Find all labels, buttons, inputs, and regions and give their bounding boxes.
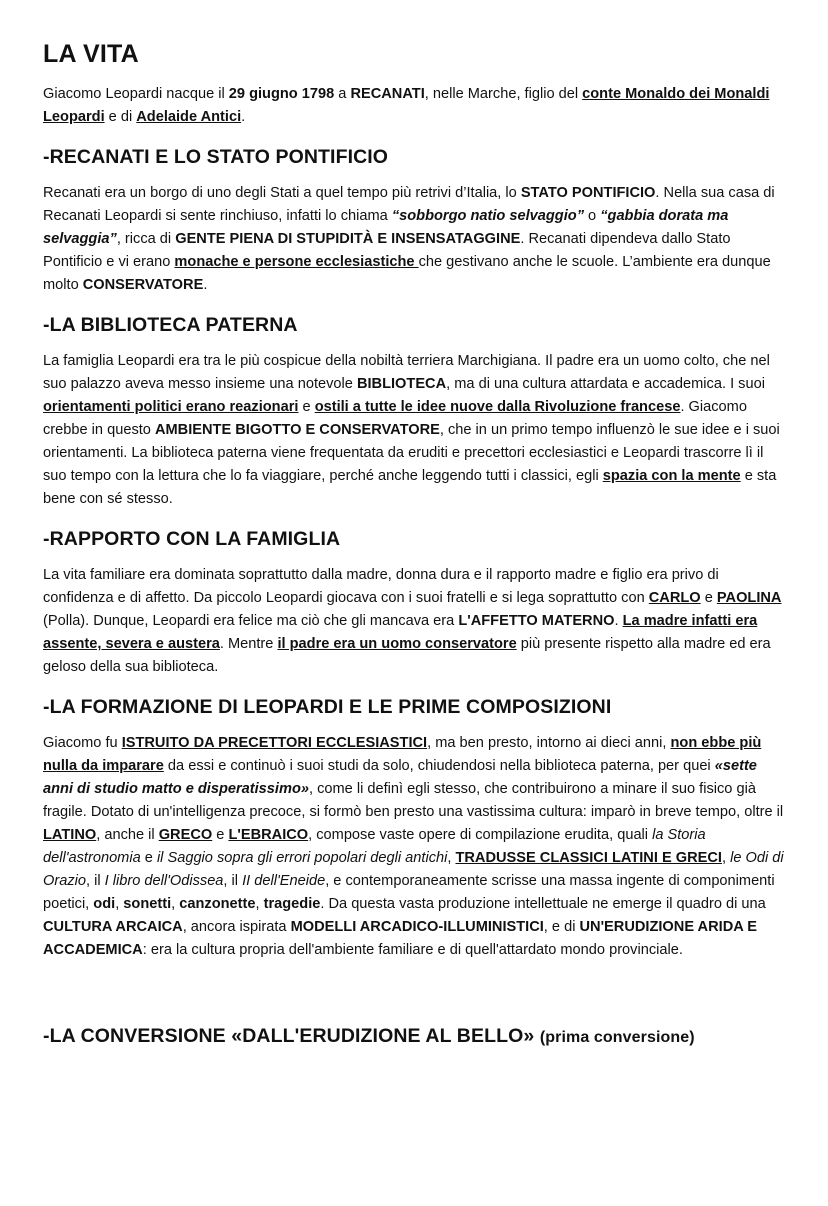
text: . Da questa vasta produzione intellettuale ne emerge il quadro di una xyxy=(320,896,766,912)
text: , xyxy=(115,896,124,912)
text: , che in un primo tempo influenzò le sue idee e i suoi orientamenti. La biblioteca paterna viene frequentata da eruditi e precettori ecclesiastici e Leopardi trascorre lì il suo tempo con la lettura che lo fa viaggiare, perché anche leggendo tutti i classici, egli xyxy=(43,422,780,484)
section-heading-recanati: -RECANATI E LO STATO PONTIFICIO xyxy=(43,146,389,168)
text: , il xyxy=(85,873,105,889)
emphasis: tragedie xyxy=(263,896,321,912)
text: , ma ben presto, intorno ai dieci anni, xyxy=(427,735,671,751)
text: e xyxy=(140,850,157,866)
italic-title: II dell'Eneide xyxy=(242,873,326,889)
paragraph-biblioteca xyxy=(43,350,788,511)
text: , nelle Marche, figlio del xyxy=(424,86,583,102)
text: e xyxy=(298,399,315,415)
emphasis: CULTURA ARCAICA xyxy=(43,919,183,935)
section-heading-famiglia: -RAPPORTO CON LA FAMIGLIA xyxy=(43,528,341,550)
emphasis: STATO PONTIFICIO xyxy=(520,185,656,201)
text: . Nella sua casa di Recanati Leopardi si sente rinchiuso, infatti lo chiama xyxy=(43,185,775,224)
father-name: conte Monaldo dei Monaldi Leopardi xyxy=(43,86,770,125)
quote: “gabbia dorata ma selvaggia” xyxy=(43,208,729,247)
underlined-emphasis: il padre era un uomo conservatore xyxy=(277,636,517,652)
emphasis: UN'ERUDIZIONE ARIDA E ACCADEMICA xyxy=(43,919,758,958)
text: Giacomo Leopardi nacque il xyxy=(43,86,229,102)
emphasis: GENTE PIENA DI STUPIDITÀ E INSENSATAGGINE xyxy=(175,231,521,247)
text: . xyxy=(241,109,246,125)
text: Recanati era un borgo di uno degli Stati a quel tempo più retrivi d’Italia, lo xyxy=(43,185,521,201)
text: e xyxy=(700,590,717,606)
birth-date: 29 giugno 1798 xyxy=(228,86,335,102)
text: a xyxy=(334,86,351,102)
emphasis: AMBIENTE BIGOTTO E CONSERVATORE xyxy=(154,422,440,438)
section-heading-formazione: -LA FORMAZIONE DI LEOPARDI E LE PRIME COMPOSIZIONI xyxy=(43,696,612,718)
quote: “sobborgo natio selvaggio” xyxy=(391,208,584,224)
underlined-emphasis: TRADUSSE CLASSICI LATINI E GRECI xyxy=(455,850,722,866)
emphasis: CONSERVATORE xyxy=(82,277,204,293)
spacer xyxy=(43,979,788,1025)
page-title: LA VITA xyxy=(43,40,139,68)
text: , compose vaste opere di compilazione erudita, quali xyxy=(308,827,653,843)
text: La vita familiare era dominata soprattutto dalla madre, donna dura e il rapporto madre e figlio era privo di confidenza e di affetto. Da piccolo Leopardi giocava con i suoi fratelli e si lega soprattutto con xyxy=(43,567,719,606)
text: , xyxy=(171,896,180,912)
text: . Giacomo crebbe in questo xyxy=(43,399,747,438)
text: , xyxy=(255,896,264,912)
text: più presente rispetto alla madre ed era geloso della sua biblioteca. xyxy=(43,636,771,675)
underlined-emphasis: non ebbe più nulla da imparare xyxy=(43,735,762,774)
section-heading-biblioteca: -LA BIBLIOTECA PATERNA xyxy=(43,314,298,336)
text: , come li definì egli stesso, che contribuirono a minare il suo fisico già fragile. Dotato di un'intelligenza precoce, si formò ben presto una vastissima cultura: imparò in breve tempo, oltre il xyxy=(43,781,784,820)
emphasis: sonetti xyxy=(123,896,172,912)
text: , ma di una cultura attardata e accademica. I suoi xyxy=(446,376,765,392)
text: . xyxy=(614,613,623,629)
text: o xyxy=(584,208,601,224)
italic-title: il Saggio sopra gli errori popolari degli antichi xyxy=(156,850,448,866)
text: , e di xyxy=(543,919,580,935)
intro-paragraph xyxy=(43,83,788,129)
italic-title: la Storia dell'astronomia xyxy=(43,827,706,866)
birth-place: RECANATI xyxy=(350,86,425,102)
paragraph-recanati xyxy=(43,182,788,297)
paragraph-formazione xyxy=(43,732,788,962)
document-page xyxy=(43,40,788,1061)
emphasis: MODELLI ARCADICO-ILLUMINISTICI xyxy=(290,919,544,935)
underlined-emphasis: LATINO xyxy=(43,827,97,843)
text: (Polla). Dunque, Leopardi era felice ma ciò che gli mancava era xyxy=(43,613,459,629)
quote: «sette anni di studio matto e disperatissimo» xyxy=(43,758,757,797)
text: , anche il xyxy=(96,827,159,843)
underlined-emphasis: ISTRUITO DA PRECETTORI ECCLESIASTICI xyxy=(121,735,428,751)
text: . Recanati dipendeva dallo Stato Pontificio e vi erano xyxy=(43,231,731,270)
underlined-emphasis: La madre infatti era assente, severa e austera xyxy=(43,613,758,652)
underlined-emphasis: orientamenti politici erano reazionari xyxy=(43,399,299,415)
underlined-emphasis: ostili a tutte le idee nuove dalla Rivoluzione francese xyxy=(314,399,681,415)
text: , xyxy=(721,850,731,866)
text: . Mentre xyxy=(219,636,278,652)
underlined-emphasis: GRECO xyxy=(158,827,213,843)
underlined-emphasis: monache e persone ecclesiastiche xyxy=(174,254,419,270)
text: , il xyxy=(223,873,243,889)
emphasis: canzonette xyxy=(179,896,256,912)
text: : era la cultura propria dell'ambiente familiare e di quell'attardato mondo provinciale. xyxy=(142,942,683,958)
emphasis: L'AFFETTO MATERNO xyxy=(458,613,615,629)
text: , e contemporaneamente scrisse una massa ingente di componimenti poetici, xyxy=(43,873,775,912)
text: , ricca di xyxy=(116,231,176,247)
underlined-emphasis: PAOLINA xyxy=(716,590,782,606)
underlined-emphasis: CARLO xyxy=(648,590,701,606)
italic-title: I libro dell'Odissea xyxy=(104,873,224,889)
text: , ancora ispirata xyxy=(182,919,291,935)
mother-name: Adelaide Antici xyxy=(136,109,242,125)
text: e xyxy=(212,827,229,843)
heading-note: (prima conversione) xyxy=(539,1029,695,1046)
underlined-emphasis: spazia con la mente xyxy=(602,468,741,484)
underlined-emphasis: L'EBRAICO xyxy=(228,827,309,843)
italic-title: le Odi di Orazio xyxy=(43,850,784,889)
text: . xyxy=(203,277,208,293)
emphasis: BIBLIOTECA xyxy=(356,376,447,392)
emphasis: odi xyxy=(93,896,116,912)
text: e sta bene con sé stesso. xyxy=(43,468,777,507)
section-heading-conversione xyxy=(43,1025,788,1048)
text: , xyxy=(447,850,456,866)
text: La famiglia Leopardi era tra le più cospicue della nobiltà terriera Marchigiana. Il padre era un uomo colto, che nel suo palazzo aveva messo insieme una notevole xyxy=(43,353,770,392)
paragraph-famiglia xyxy=(43,564,788,679)
text: e di xyxy=(104,109,137,125)
heading-text: -LA CONVERSIONE «DALL'ERUDIZIONE AL BELLO» xyxy=(43,1025,540,1047)
text: Giacomo fu xyxy=(43,735,122,751)
text: da essi e continuò i suoi studi da solo, chiudendosi nella biblioteca paterna, per quei xyxy=(163,758,715,774)
text: che gestivano anche le scuole. L’ambiente era dunque molto xyxy=(43,254,771,293)
